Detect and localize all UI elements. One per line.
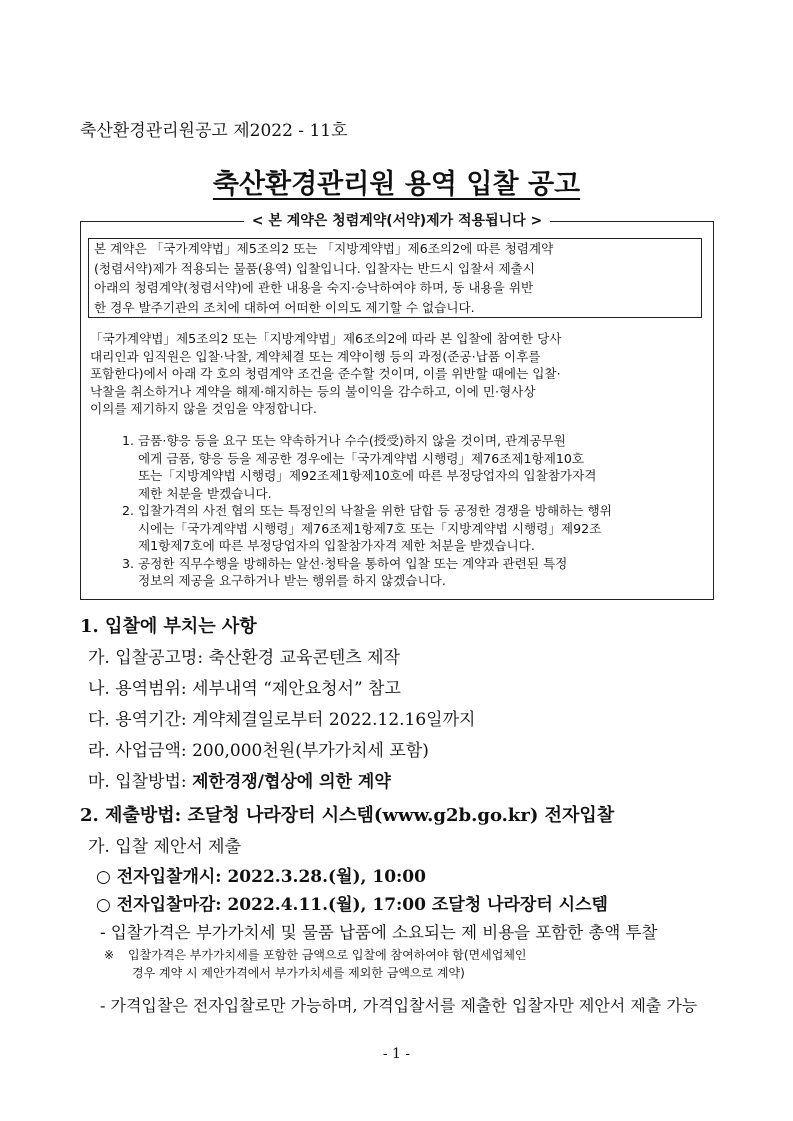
integrity-box-heading-wrap [80,210,714,230]
section2-heading: 2. 제출방법: 조달청 나라장터 시스템(www.g2b.go.kr) 전자입찰 [80,805,615,826]
notice-line: (청렴서약)제가 적용되는 물품(용역) 입찰입니다. 입찰자는 반드시 입찰서 제출시 [94,260,535,276]
pledge-item-body [138,555,702,590]
section1-item [88,674,401,699]
section1-item-value: 축산환경 교육콘텐츠 제작 [208,648,400,668]
document-title-text: 축산환경관리원 용역 입찰 공고 [212,169,581,200]
section1-item [88,736,429,761]
section1-item-label: 나. 용역범위: [88,679,193,699]
pledge-item [90,555,702,590]
pledge-item-body [138,432,702,502]
pledge-item-line: 공정한 직무수행을 방해하는 알선·청탁을 통하여 입찰 또는 계약과 관련된 특정 [138,555,568,571]
pledge-item-line: 금품·향응 등을 요구 또는 약속하거나 수수(授受)하지 않을 것이며, 관계공무원 [138,433,566,448]
section2-sub-a: 가. 입찰 제안서 제출 [88,837,241,857]
reference-mark-icon: ※ [104,948,115,962]
integrity-box-heading: < 본 계약은 청렴계약(서약)제가 적용됩니다 > [244,210,551,230]
pledge-item-body [138,502,702,555]
pledge-item-line: 제1항제7호에 따른 부정당업자의 입찰참가자격 제한 처분을 받겠습니다. [138,538,535,553]
vat-note [104,946,724,982]
notice-line: 본 계약은 「국가계약법」제5조의2 또는 「지방계약법」제6조의2에 따른 청렴계약 [94,241,554,256]
pledge-item-number: 2. [121,503,134,518]
bid-close-time: ○ 전자입찰마감: 2022.4.11.(월), 17:00 조달청 나라장터 시스템 [96,895,608,915]
integrity-notice-box [88,238,702,318]
pledge-item-line: 시에는「국가계약법 시행령」제76조제1항제7호 또는「지방계약법 시행령」제92조 [138,520,602,536]
pledge-line: 낙찰을 취소하거나 계약을 해제·해지하는 등의 불이익을 감수하고, 이에 민·형사상 [90,383,536,399]
bid-open-time: ○ 전자입찰개시: 2022.3.28.(월), 10:00 [96,867,426,887]
vat-note-line [104,946,724,964]
pledge-item-line: 또는「지방계약법 시행령」제92조제1항제10호에 따른 부정당업자의 입찰참가자격 [138,468,597,483]
section1-item-label: 라. 사업금액: [88,741,193,761]
section1-item-value: 200,000천원(부가가치세 포함) [192,741,429,761]
bid-method-value: 제한경쟁/협상에 의한 계약 [192,772,391,792]
notice-line: 아래의 청렴계약(청렴서약)에 관한 내용을 숙지·승낙하여야 하며, 동 내용을 위반 [94,280,534,295]
price-bid-bullet: - 가격입찰은 전자입찰로만 가능하며, 가격입찰서를 제출한 입찰자만 제안서 제출 가능 [100,996,698,1015]
section1-item [88,767,391,792]
pledge-items-list [90,432,702,590]
document-title [0,162,793,201]
document-number: 축산환경관리원공고 제2022 - 11호 [80,121,348,141]
pledge-item [90,432,702,502]
section1-item-label: 마. 입찰방법: [88,772,193,792]
pledge-item-number: 1. [121,433,134,448]
notice-line: 한 경우 발주기관의 조치에 대하여 어떠한 이의도 제기할 수 없습니다. [94,299,475,315]
section1-item [88,643,400,668]
bid-price-bullet: - 입찰가격은 부가가치세 및 물품 납품에 소요되는 제 비용을 포함한 총액 투찰 [100,923,658,942]
vat-note-line: 경우 계약 시 제안가격에서 부가가치세를 제외한 금액으로 계약) [132,966,465,980]
pledge-line: 대리인과 임직원은 입찰·낙찰, 계약체결 또는 계약이행 등의 과정(준공·납품 이후를 [90,348,541,364]
section1-heading: 1. 입찰에 부치는 사항 [80,616,257,637]
pledge-line: 이의를 제기하지 않을 것임을 약정합니다. [90,401,317,416]
vat-note-text: 입찰가격은 부가가치세를 포함한 금액으로 입찰에 참여하여야 함(면세업체인 [128,948,527,962]
pledge-item [90,502,702,555]
section1-item-value: 세부내역 “제안요청서” 참고 [192,679,401,699]
pledge-item-line: 제한 처분을 받겠습니다. [138,485,272,501]
pledge-item-number: 3. [121,555,134,571]
pledge-item-line: 정보의 제공을 요구하거나 받는 행위를 하지 않겠습니다. [138,573,446,588]
pledge-line: 「국가계약법」제5조의2 또는「지방계약법」제6조의2에 따라 본 입찰에 참여한 당사 [90,331,562,346]
pledge-paragraph [90,330,702,418]
pledge-item-line: 에게 금품, 향응 등을 제공한 경우에는「국가계약법 시행령」제76조제1항제10호 [138,450,585,466]
section1-item-label: 가. 입찰공고명: [88,648,209,668]
pledge-line: 포함한다)에서 아래 각 호의 청렴계약 조건을 준수할 것이며, 이를 위반할 때에는 입찰· [90,366,561,381]
section1-item [88,705,475,730]
section1-item-label: 다. 용역기간: [88,710,193,730]
pledge-item-line: 입찰가격의 사전 협의 또는 특정인의 낙찰을 위한 담합 등 공정한 경쟁을 방해하는 행위 [138,503,612,518]
section1-item-value: 계약체결일로부터 2022.12.16일까지 [192,710,476,730]
page-number: - 1 - [382,1046,411,1062]
